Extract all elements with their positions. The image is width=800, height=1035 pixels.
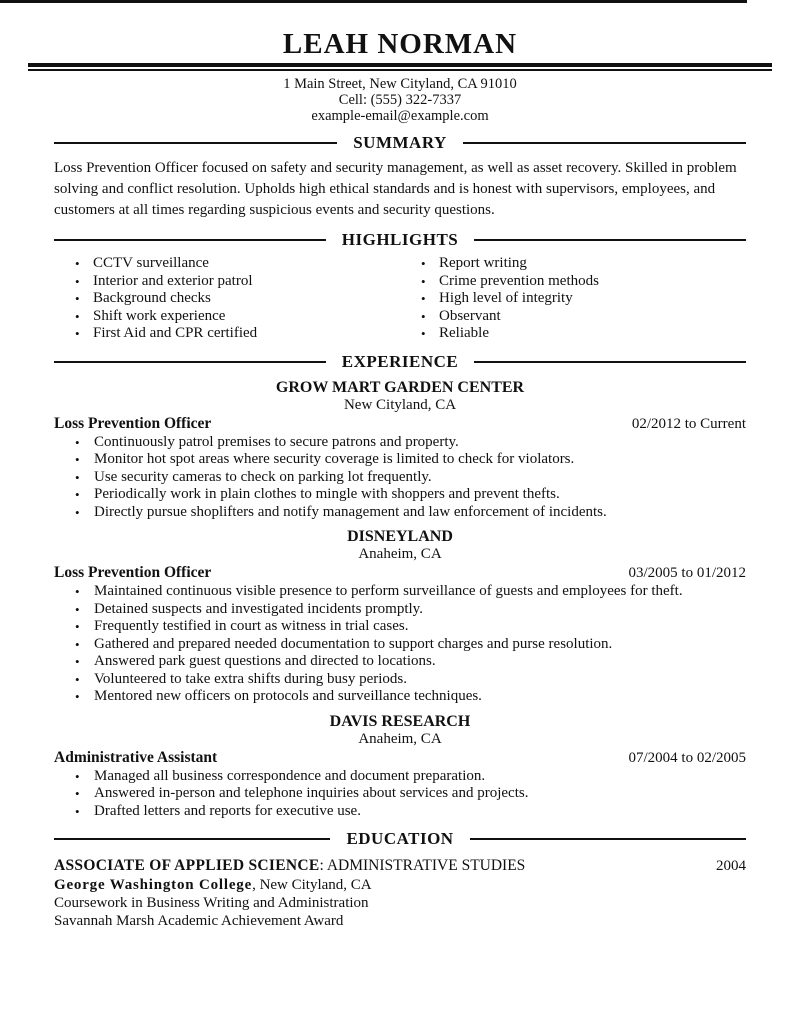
heading-rule-left [54,361,326,363]
contact-address: 1 Main Street, New Cityland, CA 91010 [283,76,517,92]
heading-rule-right [474,239,746,241]
bullet-icon: • [421,308,426,324]
job-entry [54,379,746,522]
header-double-rule [54,63,746,71]
highlight-label: Observant [439,307,501,324]
experience-section-heading [54,352,746,372]
highlight-item [75,325,400,343]
job-bullet-text: Drafted letters and reports for executive use. [94,802,361,819]
bullet-icon: • [75,654,80,669]
job-bullet-text: Gathered and prepared needed documentation to support charges and purse resolution. [94,635,613,652]
highlight-item [75,255,400,273]
job-bullet-text: Directly pursue shoplifters and notify management and law enforcement of incidents. [94,503,607,520]
job-bullet [75,618,746,636]
highlight-label: CCTV surveillance [93,255,209,271]
job-bullet-list [54,768,746,821]
top-rule [0,0,747,3]
education-school-line [54,876,746,894]
school-location: , New Cityland, CA [252,877,372,893]
job-title: Loss Prevention Officer [54,414,212,432]
bullet-icon: • [75,803,80,819]
job-bullet-text: Use security cameras to check on parking lot frequently. [94,468,432,485]
highlight-item [75,308,400,326]
job-bullet-list [54,583,746,706]
education-degree [54,856,525,875]
heading-rule-right [463,142,746,144]
job-bullet-text: Answered in-person and telephone inquiries about services and projects. [94,785,529,801]
heading-rule-right [470,838,746,840]
job-bullet-text: Maintained continuous visible presence to perform surveillance of guests and employees for theft. [94,583,683,599]
bullet-icon: • [75,584,80,599]
bullet-icon: • [75,689,80,704]
job-dates: 02/2012 to Current [631,415,746,432]
summary-paragraph: Loss Prevention Officer focused on safety and security management, as well as asset recovery. Skilled in problem solving and conflict resolution. Upholds high ethical standards and is honest with supervisors, employees, and customers at all times regarding suspicious events and security questions. [54,160,737,218]
highlight-item [75,273,400,291]
summary-section-heading [54,133,746,153]
job-bullet [75,768,746,786]
education-section-heading [54,829,746,849]
bullet-icon: • [75,619,80,634]
job-bullet [75,803,746,821]
job-bullet-text: Continuously patrol premises to secure patrons and property. [94,433,459,450]
job-title-row [54,749,746,767]
bullet-icon: • [75,291,80,306]
candidate-name: LEAH NORMAN [282,28,518,60]
job-bullet-text: Detained suspects and investigated incidents promptly. [94,600,423,617]
school-name: George Washington College [54,877,253,893]
bullet-icon: • [75,326,80,341]
bullet-icon: • [75,636,80,652]
highlight-label: Shift work experience [93,307,226,324]
highlight-label: Reliable [439,325,489,341]
bullet-icon: • [421,326,426,341]
bullet-icon: • [75,469,80,485]
highlight-item [421,273,746,291]
contact-email: example-email@example.com [311,108,489,124]
highlight-item [75,290,400,308]
job-bullet [75,688,746,706]
job-dates: 07/2004 to 02/2005 [628,749,746,766]
header-rule-thin [28,69,772,71]
bullet-icon: • [75,452,80,467]
job-title-row [54,564,746,582]
highlight-label: Background checks [93,290,211,306]
bullet-icon: • [75,671,80,687]
job-bullet [75,504,746,522]
education-degree-row [54,856,746,876]
contact-block [54,76,746,124]
heading-rule-left [54,239,326,241]
job-bullet [75,469,746,487]
degree-name: ASSOCIATE OF APPLIED SCIENCE [54,857,320,874]
job-location: New Cityland, CA [343,396,457,413]
job-entry [54,528,746,706]
job-entry [54,713,746,821]
job-dates: 03/2005 to 01/2012 [628,565,746,581]
job-bullet-text: Answered park guest questions and directed to locations. [94,653,436,669]
highlight-label: High level of integrity [439,290,573,306]
bullet-icon: • [75,601,80,617]
job-bullet [75,583,746,601]
heading-rule-right [474,361,746,363]
bullet-icon: • [75,308,80,324]
highlight-label: Crime prevention methods [439,272,599,289]
highlight-item [421,290,746,308]
highlights-title: HIGHLIGHTS [341,230,459,249]
job-bullet [75,671,746,689]
bullet-icon: • [75,273,80,289]
job-bullet [75,653,746,671]
job-bullet-text: Frequently testified in court as witness in trial cases. [94,618,409,634]
highlight-item [421,325,746,343]
job-bullet [75,601,746,619]
bullet-icon: • [421,256,426,271]
highlights-column-right [400,255,746,343]
highlight-label: Report writing [439,255,527,271]
job-bullet-text: Mentored new officers on protocols and surveillance techniques. [94,688,482,704]
bullet-icon: • [75,768,80,784]
highlights-section-heading [54,230,746,250]
bullet-icon: • [75,786,80,801]
bullet-icon: • [75,434,80,450]
job-bullet-list [54,434,746,522]
bullet-icon: • [421,291,426,306]
bullet-icon: • [421,273,426,289]
job-bullet-text: Monitor hot spot areas where security coverage is limited to check for violators. [94,451,575,467]
degree-field: : ADMINISTRATIVE STUDIES [319,857,526,874]
job-bullet [75,486,746,504]
job-title: Loss Prevention Officer [54,564,212,581]
job-bullet-text: Volunteered to take extra shifts during busy periods. [94,670,407,687]
bullet-icon: • [75,487,80,502]
experience-title: EXPERIENCE [341,351,459,371]
job-bullet [75,451,746,469]
job-company: DISNEYLAND [347,528,453,545]
education-year: 2004 [716,858,746,874]
highlight-label: First Aid and CPR certified [93,325,258,341]
bullet-icon: • [75,256,80,271]
education-award: Savannah Marsh Academic Achievement Award [54,913,344,929]
highlights-column-left [54,255,400,343]
highlight-item [421,255,746,273]
job-location: Anaheim, CA [358,730,442,747]
job-bullet [75,785,746,803]
job-bullet [75,434,746,452]
education-coursework: Coursework in Business Writing and Administration [54,895,369,911]
education-title: EDUCATION [346,829,454,848]
contact-phone: Cell: (555) 322-7337 [338,92,462,108]
bullet-icon: • [75,504,80,520]
heading-rule-left [54,142,337,144]
heading-rule-left [54,838,330,840]
job-bullet-text: Periodically work in plain clothes to mingle with shoppers and prevent thefts. [94,486,560,502]
job-title: Administrative Assistant [54,748,218,766]
job-company: GROW MART GARDEN CENTER [275,378,525,396]
job-location: Anaheim, CA [358,546,442,562]
job-title-row [54,415,746,433]
job-bullet-text: Managed all business correspondence and document preparation. [94,767,486,784]
highlights-grid [54,255,746,343]
job-company: DAVIS RESEARCH [329,712,471,730]
highlight-label: Interior and exterior patrol [93,272,253,289]
summary-title: SUMMARY [353,133,447,152]
highlight-item [421,308,746,326]
job-bullet [75,636,746,654]
